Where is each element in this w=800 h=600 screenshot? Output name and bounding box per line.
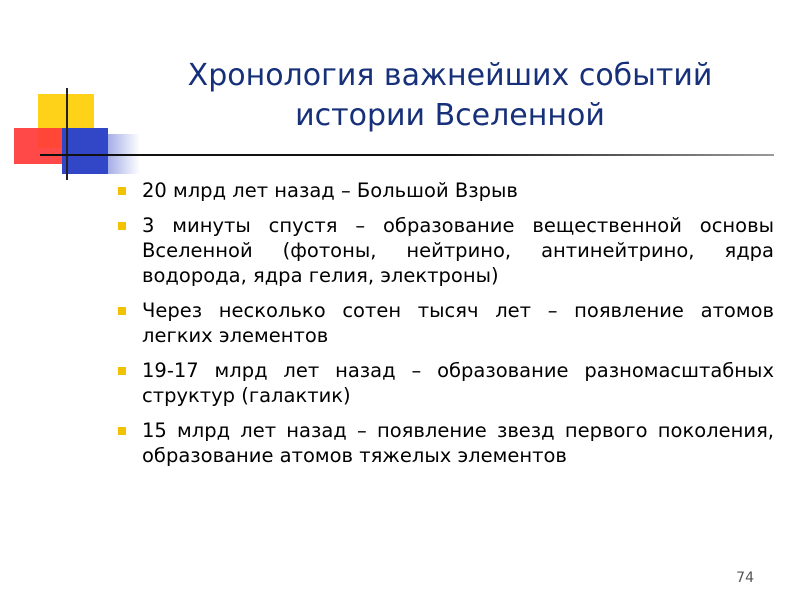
bullet-text: 15 млрд лет назад – появление звезд первого поколения, образование атомов тяжелых элементов xyxy=(142,419,774,467)
bullet-text: 19-17 млрд лет назад – образование разномасштабных структур (галактик) xyxy=(142,359,774,407)
bullet-square-icon xyxy=(118,222,126,230)
list-item xyxy=(116,178,774,203)
list-item xyxy=(116,418,774,468)
bullet-list xyxy=(116,178,774,478)
list-item xyxy=(116,213,774,288)
decorative-red-square xyxy=(14,128,66,164)
decorative-vertical-line xyxy=(66,88,68,180)
slide-title xyxy=(110,56,790,136)
title-underline xyxy=(40,154,774,156)
bullet-text: Через несколько сотен тысяч лет – появление атомов легких элементов xyxy=(142,299,774,347)
page-number: 74 xyxy=(736,570,754,586)
list-item xyxy=(116,298,774,348)
bullet-square-icon xyxy=(118,187,126,195)
list-item xyxy=(116,358,774,408)
bullet-text: 3 минуты спустя – образование вещественной основы Вселенной (фотоны, нейтрино, антинейтрино, ядра водорода, ядра гелия, электроны) xyxy=(142,214,774,287)
bullet-square-icon xyxy=(118,307,126,315)
slide-title-line-2: истории Вселенной xyxy=(295,98,605,133)
bullet-square-icon xyxy=(118,367,126,375)
slide-title-line-1: Хронология важнейших событий xyxy=(187,58,713,93)
bullet-square-icon xyxy=(118,427,126,435)
bullet-text: 20 млрд лет назад – Большой Взрыв xyxy=(142,179,518,202)
